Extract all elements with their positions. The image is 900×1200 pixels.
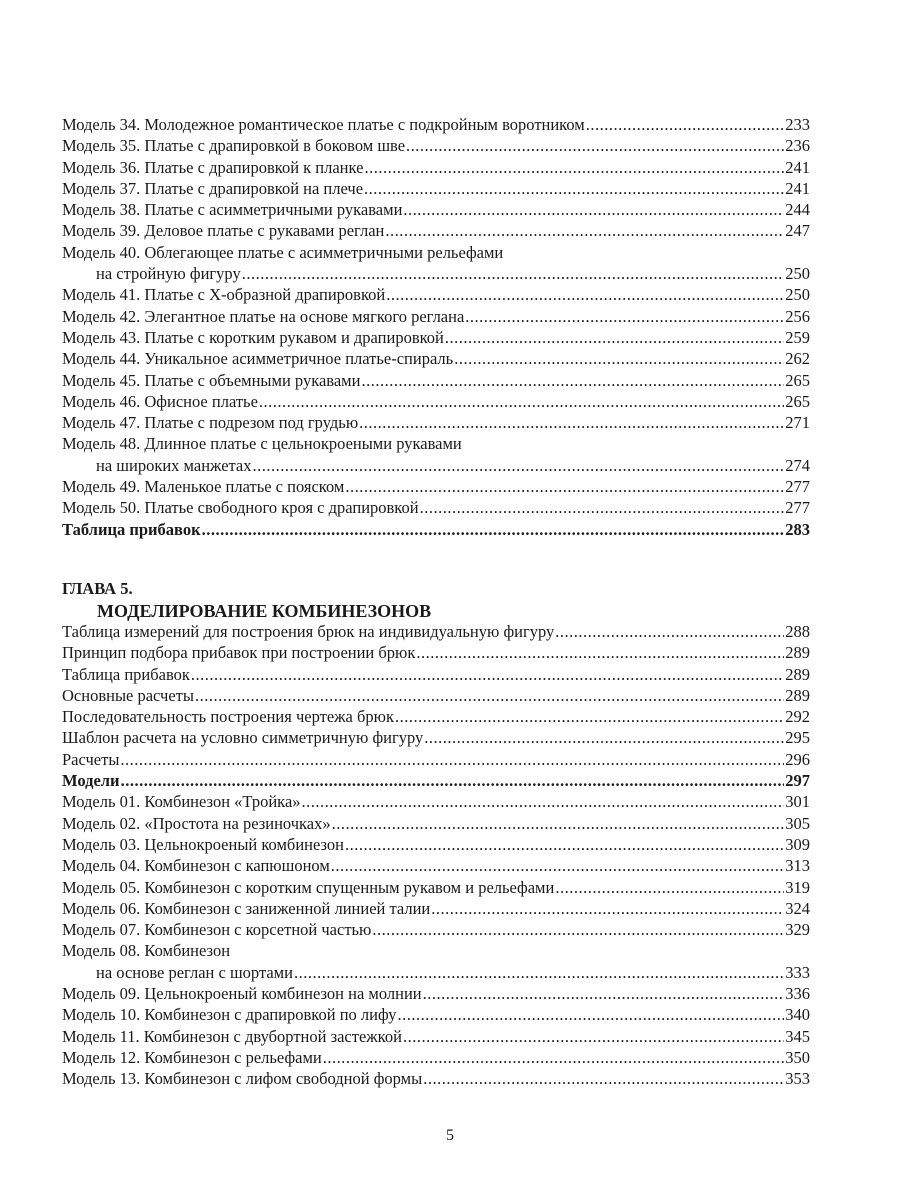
toc-entry-page: 350 <box>785 1047 810 1067</box>
toc-entry-page: 236 <box>785 136 810 156</box>
toc-entry-page: 329 <box>785 920 810 940</box>
toc-entry[interactable] <box>62 983 810 1004</box>
toc-entry[interactable] <box>62 476 810 497</box>
toc-entry-title: Модель 10. Комбинезон с драпировкой по лифу <box>62 1005 397 1025</box>
toc-entry[interactable] <box>62 685 810 706</box>
toc-entry-page: 259 <box>785 327 810 347</box>
dot-leader <box>121 770 785 791</box>
toc-entry-title: Модель 07. Комбинезон с корсетной частью <box>62 920 372 940</box>
toc-entry-title: Модель 47. Платье с подрезом под грудью <box>62 413 359 433</box>
dot-leader <box>259 391 784 412</box>
toc-entry-title: Модель 13. Комбинезон с лифом свободной формы <box>62 1069 423 1089</box>
dot-leader <box>345 834 784 855</box>
toc-entry[interactable] <box>62 220 810 241</box>
dot-leader <box>403 1026 784 1047</box>
toc-entry-page: 296 <box>785 749 810 769</box>
toc-entry-page: 288 <box>785 622 810 641</box>
toc-entry-page: 289 <box>785 643 810 663</box>
toc-entry-page: 289 <box>785 685 810 705</box>
dot-leader <box>555 877 784 898</box>
toc-entry-title: Модель 06. Комбинезон с заниженной линией талии <box>62 898 431 918</box>
toc-entry-page: 301 <box>785 792 810 812</box>
toc-entry-title: Модель 49. Маленькое платье с пояском <box>62 477 345 497</box>
toc-entry-page: 265 <box>785 370 810 390</box>
toc-entry-title: Модель 04. Комбинезон с капюшоном <box>62 856 330 876</box>
dot-leader <box>586 114 785 135</box>
dot-leader <box>332 813 785 834</box>
toc-entry-title: Модель 08. Комбинезон <box>62 941 231 961</box>
chapter-heading <box>62 578 431 622</box>
dot-leader <box>345 476 784 497</box>
toc-entry-title: Модель 45. Платье с объемными рукавами <box>62 370 361 390</box>
toc-entry-page: 262 <box>785 349 810 369</box>
toc-entry[interactable] <box>62 306 810 327</box>
toc-entry-page: 277 <box>785 477 810 497</box>
toc-entry[interactable] <box>62 1047 810 1068</box>
toc-entry[interactable] <box>62 199 810 220</box>
dot-leader <box>398 1004 785 1025</box>
toc-entry-page: 250 <box>785 264 810 284</box>
toc-entry-page: 319 <box>785 877 810 897</box>
toc-entry-title: Модель 36. Платье с драпировкой к планке <box>62 157 364 177</box>
toc-entry-page: 247 <box>785 221 810 241</box>
toc-entry-title: Модель 41. Платье с Х-образной драпировкой <box>62 285 386 305</box>
toc-entry-page: 241 <box>785 178 810 198</box>
dot-leader <box>555 621 784 642</box>
dot-leader <box>431 898 784 919</box>
toc-entry-page: 283 <box>785 519 810 539</box>
toc-entry[interactable] <box>62 642 810 663</box>
toc-entry-page: 305 <box>785 813 810 833</box>
toc-entry-continuation[interactable] <box>62 263 810 284</box>
dot-leader <box>191 664 784 685</box>
toc-entry-title: Принцип подбора прибавок при построении брюк <box>62 643 416 663</box>
toc-entry[interactable] <box>62 940 810 961</box>
dot-leader <box>359 412 784 433</box>
toc-entry-page: 256 <box>785 306 810 326</box>
toc-entry-title: Модель 01. Комбинезон «Тройка» <box>62 792 301 812</box>
dot-leader <box>424 727 784 748</box>
toc-entry[interactable] <box>62 1004 810 1025</box>
dot-leader <box>445 327 784 348</box>
toc-entry[interactable] <box>62 284 810 305</box>
toc-entry-title: Модель 40. Облегающее платье с асимметричными рельефами <box>62 242 504 262</box>
dot-leader <box>302 791 785 812</box>
dot-leader <box>361 370 784 391</box>
toc-entry-title: Модель 35. Платье с драпировкой в боковом шве <box>62 136 406 156</box>
dot-leader <box>454 348 784 369</box>
dot-leader <box>423 983 785 1004</box>
toc-entry-title: Расчеты <box>62 749 120 769</box>
toc-entry-page: 333 <box>785 962 810 982</box>
toc-entry[interactable] <box>62 242 810 263</box>
toc-entry[interactable] <box>62 348 810 369</box>
toc-entry-title: Модель 38. Платье с асимметричными рукавами <box>62 200 403 220</box>
toc-entry-page: 274 <box>785 455 810 475</box>
toc-section-chapter5 <box>62 621 810 1090</box>
toc-entry-title: Модель 46. Офисное платье <box>62 391 258 411</box>
toc-entry-title: Модель 48. Длинное платье с цельнокроеными рукавами <box>62 434 462 454</box>
dot-leader <box>242 263 785 284</box>
toc-entry-title: Модель 37. Платье с драпировкой на плече <box>62 178 364 198</box>
toc-entry-page: 271 <box>785 413 810 433</box>
dot-leader <box>403 199 784 220</box>
toc-entry-page: 353 <box>785 1069 810 1089</box>
dot-leader <box>420 497 785 518</box>
chapter-title: МОДЕЛИРОВАНИЕ КОМБИНЕЗОНОВ <box>97 601 432 621</box>
toc-entry[interactable] <box>62 898 810 919</box>
toc-entry[interactable] <box>62 412 810 433</box>
toc-entry-page: 277 <box>785 498 810 518</box>
chapter-number: ГЛАВА 5. <box>62 579 133 598</box>
toc-entry-page: 340 <box>785 1005 810 1025</box>
toc-entry-title: Таблица прибавок <box>62 664 190 684</box>
toc-entry-page: 313 <box>785 856 810 876</box>
toc-entry-continuation[interactable] <box>62 455 810 476</box>
dot-leader <box>385 220 784 241</box>
toc-entry[interactable] <box>62 621 810 642</box>
dot-leader <box>406 135 784 156</box>
toc-entry-title: Модель 39. Деловое платье с рукавами реглан <box>62 221 385 241</box>
dot-leader <box>465 306 784 327</box>
page-number: 5 <box>446 1127 454 1144</box>
toc-entry-page: 265 <box>785 391 810 411</box>
dot-leader <box>195 685 784 706</box>
toc-entry[interactable] <box>62 1068 810 1089</box>
dot-leader <box>364 157 784 178</box>
toc-entry-title: Модель 02. «Простота на резиночках» <box>62 813 331 833</box>
toc-entry[interactable] <box>62 157 810 178</box>
toc-entry[interactable] <box>62 813 810 834</box>
toc-entry-title: Модель 43. Платье с коротким рукавом и драпировкой <box>62 327 444 347</box>
dot-leader <box>202 519 785 540</box>
toc-entry-page: 289 <box>785 664 810 684</box>
dot-leader <box>372 919 784 940</box>
toc-entry[interactable] <box>62 433 810 454</box>
toc-entry-title: Модели <box>62 771 120 791</box>
toc-entry[interactable] <box>62 834 810 855</box>
dot-leader <box>386 284 784 305</box>
toc-entry-title: Модель 44. Уникальное асимметричное платье-спираль <box>62 349 454 369</box>
dot-leader <box>364 178 784 199</box>
toc-entry-title: Модель 42. Элегантное платье на основе мягкого реглана <box>62 306 465 326</box>
toc-entry-page: 233 <box>785 115 810 134</box>
toc-entry[interactable] <box>62 391 810 412</box>
toc-entry-page: 295 <box>785 728 810 748</box>
toc-entry-title: Таблица измерений для построения брюк на индивидуальную фигуру <box>62 622 555 641</box>
toc-entry-title: Таблица прибавок <box>62 519 201 539</box>
toc-entry-title-cont: на основе реглан с шортами <box>96 962 293 982</box>
toc-entry[interactable] <box>62 370 810 391</box>
dot-leader <box>395 706 784 727</box>
dot-leader <box>120 749 784 770</box>
toc-entry-page: 250 <box>785 285 810 305</box>
toc-section-chapter4 <box>62 114 810 540</box>
toc-entry-page: 241 <box>785 157 810 177</box>
toc-entry-page: 336 <box>785 984 810 1004</box>
dot-leader <box>323 1047 785 1068</box>
toc-entry-title: Модель 34. Молодежное романтическое платье с подкройным воротником <box>62 115 585 134</box>
toc-entry-title-cont: на стройную фигуру <box>96 264 241 284</box>
toc-entry-page: 324 <box>785 898 810 918</box>
toc-entry-title-cont: на широких манжетах <box>96 455 252 475</box>
toc-entry-title: Последовательность построения чертежа брюк <box>62 707 394 727</box>
dot-leader <box>294 962 784 983</box>
toc-entry-continuation[interactable] <box>62 962 810 983</box>
toc-entry-title: Модель 09. Цельнокроеный комбинезон на молнии <box>62 984 422 1004</box>
dot-leader <box>253 455 785 476</box>
toc-entry[interactable] <box>62 919 810 940</box>
toc-entry[interactable] <box>62 855 810 876</box>
toc-entry[interactable] <box>62 664 810 685</box>
toc-entry[interactable] <box>62 791 810 812</box>
toc-entry-title: Модель 50. Платье свободного кроя с драпировкой <box>62 498 419 518</box>
toc-entry[interactable] <box>62 877 810 898</box>
toc-entry-title: Модель 12. Комбинезон с рельефами <box>62 1047 322 1067</box>
toc-entry-title: Модель 05. Комбинезон с коротким спущенным рукавом и рельефами <box>62 877 555 897</box>
toc-entry-page: 309 <box>785 834 810 854</box>
toc-entry[interactable] <box>62 519 810 540</box>
toc-entry-page: 292 <box>785 707 810 727</box>
toc-entry-title: Модель 03. Цельнокроеный комбинезон <box>62 834 345 854</box>
toc-entry[interactable] <box>62 770 810 791</box>
toc-entry[interactable] <box>62 1026 810 1047</box>
toc-entry[interactable] <box>62 497 810 518</box>
toc-entry[interactable] <box>62 749 810 770</box>
dot-leader <box>331 855 784 876</box>
toc-entry[interactable] <box>62 114 810 135</box>
toc-entry[interactable] <box>62 327 810 348</box>
dot-leader <box>423 1068 784 1089</box>
dot-leader <box>416 642 784 663</box>
toc-entry-title: Основные расчеты <box>62 685 194 705</box>
toc-entry-page: 297 <box>785 771 810 791</box>
toc-entry-page: 244 <box>785 200 810 220</box>
toc-entry[interactable] <box>62 135 810 156</box>
toc-entry[interactable] <box>62 706 810 727</box>
toc-entry[interactable] <box>62 727 810 748</box>
toc-entry-page: 345 <box>785 1026 810 1046</box>
toc-entry-title: Модель 11. Комбинезон с двубортной застежкой <box>62 1026 402 1046</box>
toc-entry[interactable] <box>62 178 810 199</box>
toc-entry-title: Шаблон расчета на условно симметричную фигуру <box>62 728 424 748</box>
